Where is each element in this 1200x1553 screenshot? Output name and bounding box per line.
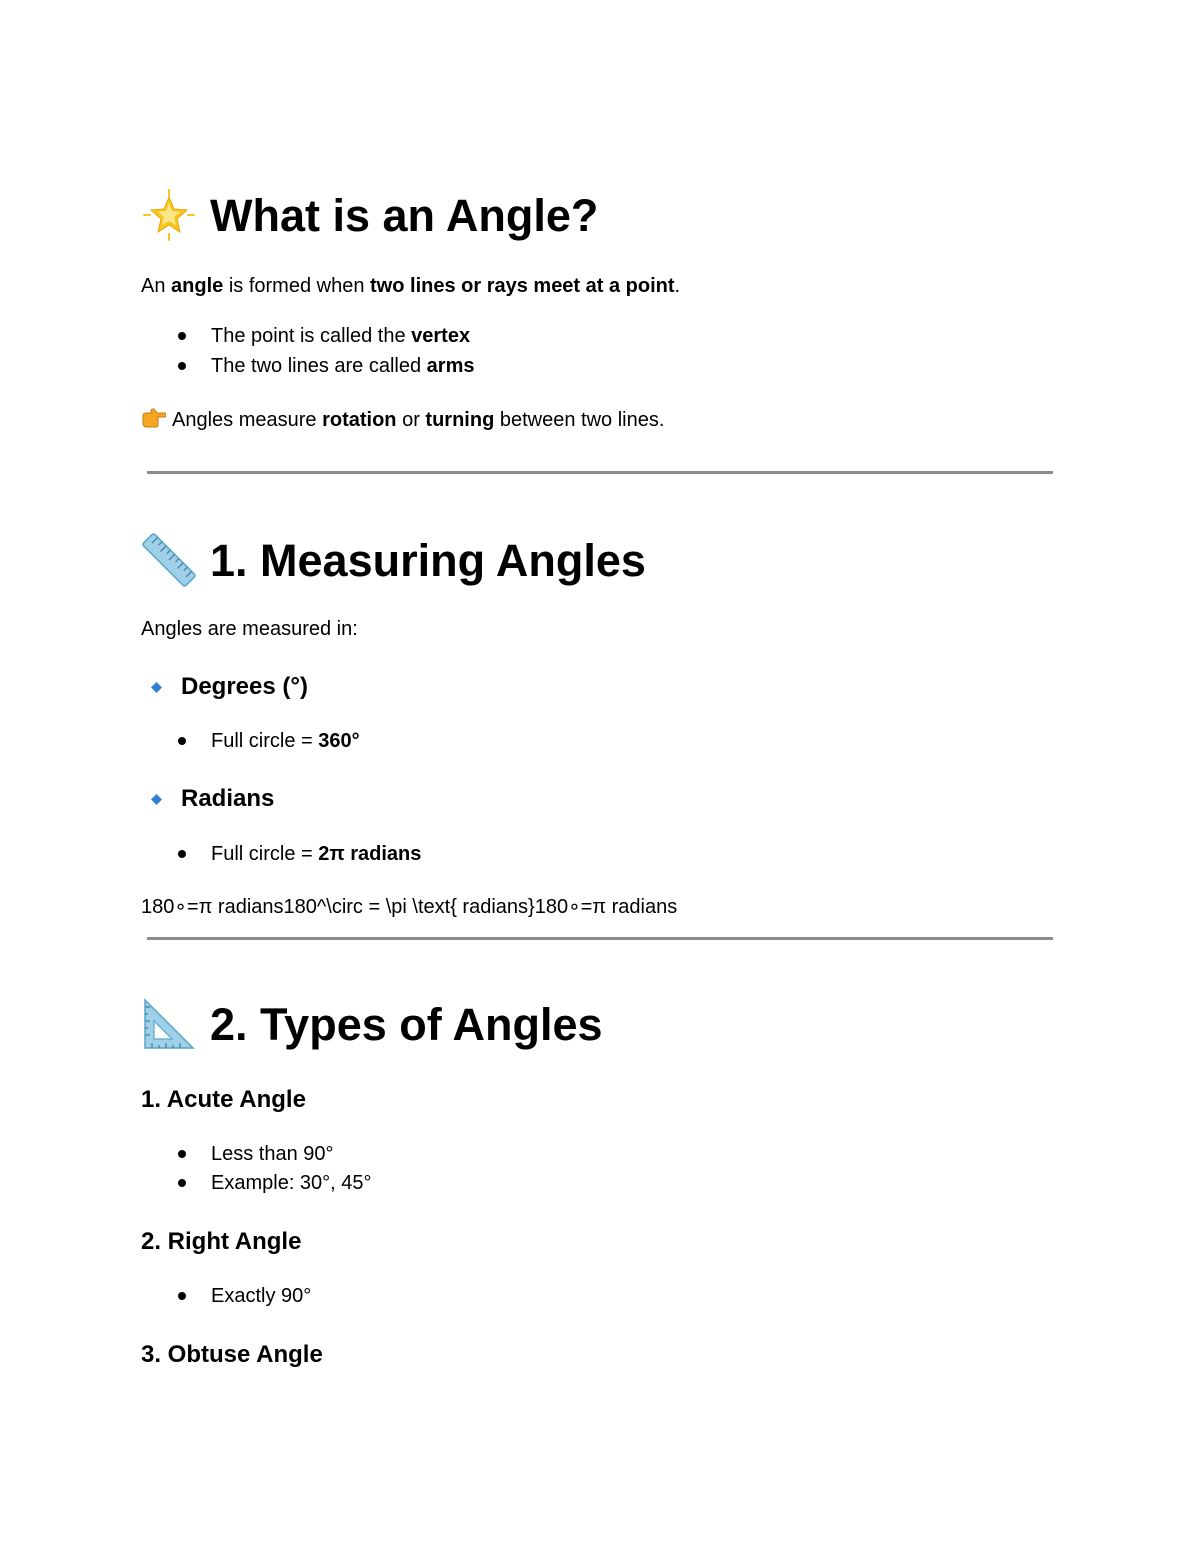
pointing-hand-icon xyxy=(142,408,166,428)
intro-text-3: . xyxy=(674,275,681,297)
radians-heading: Radians xyxy=(141,787,274,811)
section2-title: 1. Measuring Angles xyxy=(210,534,646,586)
intro-text-1: An xyxy=(141,275,172,297)
star-icon xyxy=(142,188,196,242)
degrees-heading: Degrees (°) xyxy=(141,675,308,699)
list-item: The point is called the vertex xyxy=(211,325,471,347)
triangle-ruler-icon xyxy=(142,997,196,1051)
blue-diamond-icon xyxy=(151,794,162,805)
list-item: The two lines are called arms xyxy=(211,355,475,377)
acute-angle-heading: 1. Acute Angle xyxy=(141,1086,306,1113)
ruler-icon xyxy=(142,533,196,587)
horizontal-rule xyxy=(147,937,1053,940)
list-item: Exactly 90° xyxy=(211,1285,312,1307)
section2-heading xyxy=(142,533,646,587)
intro-bold-meet: two lines or rays meet at a point xyxy=(370,275,675,297)
formula-text: 180∘=π radians180^\circ = \pi \text{ radians}180∘=π radians xyxy=(141,896,678,918)
obtuse-angle-heading: 3. Obtuse Angle xyxy=(141,1341,323,1368)
section3-title: 2. Types of Angles xyxy=(210,998,603,1050)
right-angle-heading: 2. Right Angle xyxy=(141,1228,302,1255)
blue-diamond-icon xyxy=(151,682,162,693)
section1-heading xyxy=(142,188,598,242)
section1-note: Angles measure rotation or turning between two lines. xyxy=(142,408,664,430)
section3-heading xyxy=(142,997,603,1051)
section1-title: What is an Angle? xyxy=(210,189,599,241)
intro-text-2: is formed when xyxy=(223,275,371,297)
list-item: Full circle = 2π radians xyxy=(211,843,422,865)
list-item: Example: 30°, 45° xyxy=(211,1172,372,1194)
horizontal-rule xyxy=(147,471,1053,474)
section2-intro: Angles are measured in: xyxy=(141,618,358,640)
intro-bold-angle: angle xyxy=(171,275,224,297)
list-item: Less than 90° xyxy=(211,1143,334,1165)
list-item: Full circle = 360° xyxy=(211,730,360,752)
section1-intro xyxy=(141,276,680,296)
